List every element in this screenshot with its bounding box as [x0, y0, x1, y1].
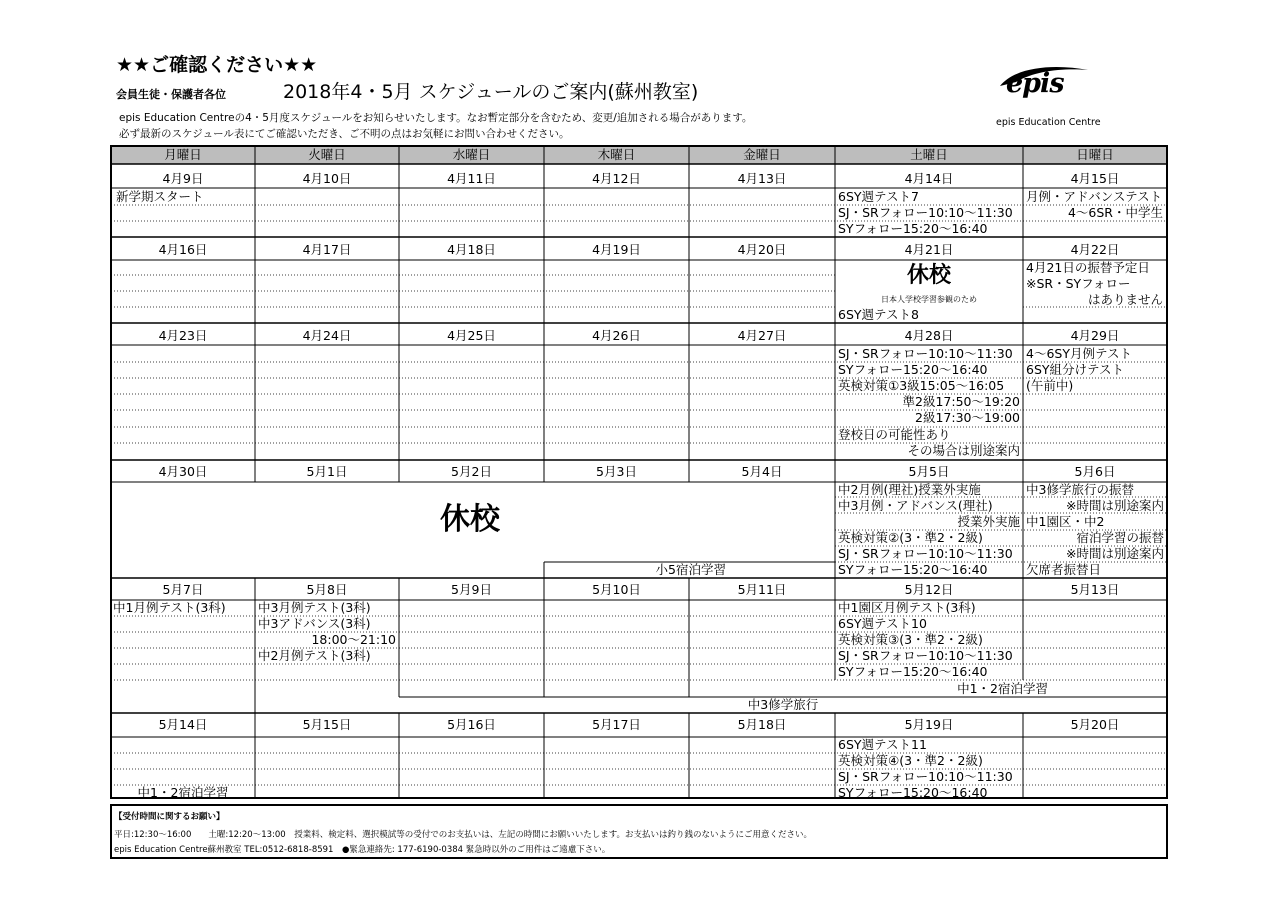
date-cell: 5月12日: [904, 582, 954, 597]
event: ※SR・SYフォロー: [1026, 276, 1131, 291]
date-cell: 4月23日: [158, 328, 208, 343]
event: 18:00〜21:10: [311, 632, 396, 647]
weekday-sun: 日曜日: [1076, 147, 1114, 162]
weekday-wed: 水曜日: [452, 147, 491, 162]
date-cell: 5月13日: [1070, 582, 1120, 597]
date-cell: 5月15日: [302, 717, 352, 732]
date-cell: 4月17日: [302, 242, 352, 257]
footer-heading: 【受付時間に関するお願い】: [114, 812, 225, 822]
event: 中3月例・アドバンス(理社): [838, 498, 993, 513]
date-cell: 4月11日: [447, 171, 496, 186]
event: 英検対策①3級15:05〜16:05: [838, 378, 1005, 393]
event: 月例・アドバンステスト: [1026, 189, 1163, 204]
date-cell: 4月22日: [1070, 242, 1120, 257]
event: SYフォロー15:20〜16:40: [838, 221, 988, 236]
footer-contact: epis Education Centre蘇州教室 TEL:0512-6818-8591 ●緊急連絡先: 177-6190-0384 緊急時以外のご用件はご遠慮下さい。: [114, 845, 611, 855]
event: SYフォロー15:20〜16:40: [838, 362, 988, 377]
date-cell: 5月14日: [158, 717, 208, 732]
event: 中1園区月例テスト(3科): [838, 600, 976, 615]
confirm-banner: ★★ご確認ください★★: [116, 54, 318, 76]
date-cell: 4月27日: [737, 328, 787, 343]
date-cell: 4月26日: [592, 328, 641, 343]
span-event: 中3修学旅行: [747, 697, 819, 712]
event: 登校日の可能性あり: [838, 427, 951, 442]
date-cell: 5月6日: [1074, 464, 1116, 479]
recipients: 会員生徒・保護者各位: [116, 88, 226, 101]
event: 6SY週テスト11: [838, 737, 927, 752]
date-cell: 5月5日: [908, 464, 950, 479]
event: SJ・SRフォロー10:10〜11:30: [838, 546, 1013, 561]
date-cell: 4月25日: [447, 328, 496, 343]
weekday-mon: 月曜日: [164, 147, 202, 162]
event: 中3月例テスト(3科): [258, 600, 371, 615]
weekday-sat: 土曜日: [910, 147, 948, 162]
date-cell: 5月9日: [451, 582, 492, 597]
event: その場合は別途案内: [907, 443, 1020, 458]
event: 中1・2宿泊学習: [137, 785, 229, 800]
date-cell: 4月29日: [1070, 328, 1120, 343]
date-cell: 5月3日: [596, 464, 637, 479]
date-cell: 5月16日: [447, 717, 496, 732]
date-cell: 5月7日: [162, 582, 204, 597]
date-cell: 5月2日: [451, 464, 492, 479]
weekday-tue: 火曜日: [308, 147, 346, 162]
date-cell: 5月17日: [592, 717, 641, 732]
date-cell: 4月21日: [904, 242, 954, 257]
closed-label: 休校: [906, 263, 951, 288]
date-cell: 5月19日: [904, 717, 954, 732]
event: ※時間は別途案内: [1066, 546, 1164, 561]
event: 2級17:30〜19:00: [915, 410, 1020, 425]
date-cell: 5月11日: [737, 582, 787, 597]
event: 6SY週テスト8: [838, 307, 919, 322]
event: SYフォロー15:20〜16:40: [838, 664, 988, 679]
logo-mark: epis: [1006, 68, 1064, 99]
date-cell: 4月18日: [447, 242, 496, 257]
date-cell: 5月10日: [592, 582, 641, 597]
span-event: 小5宿泊学習: [655, 562, 726, 577]
event: SJ・SRフォロー10:10〜11:30: [838, 769, 1013, 784]
event: 中1園区・中2: [1026, 514, 1105, 529]
event: (午前中): [1026, 378, 1074, 393]
event: 中3アドバンス(3科): [258, 616, 371, 631]
event: ※時間は別途案内: [1066, 498, 1164, 513]
event: 4月21日の振替予定日: [1026, 260, 1150, 275]
notice-line-1: epis Education Centreの4・5月度スケジュールをお知らせいたします。なお暫定部分を含むため、変更/追加される場合があります。: [119, 112, 753, 124]
date-cell: 4月14日: [904, 171, 954, 186]
event: 中2月例テスト(3科): [258, 648, 371, 663]
weekday-fri: 金曜日: [743, 147, 781, 162]
date-cell: 4月12日: [592, 171, 641, 186]
event: 準2級17:50〜19:20: [902, 394, 1020, 409]
date-cell: 4月9日: [162, 171, 204, 186]
date-cell: 5月4日: [741, 464, 783, 479]
date-cell: 4月30日: [158, 464, 208, 479]
date-cell: 4月19日: [592, 242, 641, 257]
event: 英検対策②(3・準2・2級): [838, 530, 983, 545]
date-cell: 4月10日: [302, 171, 352, 186]
date-cell: 5月18日: [737, 717, 787, 732]
event: 6SY組分けテスト: [1026, 362, 1125, 377]
footer-hours: 平日:12:30〜16:00 土曜:12:20〜13:00 授業料、検定料、選択模試等の受付でのお支払いは、左記の時間にお願いいたします。お支払いは釣り銭のないようにご用意ください。: [114, 830, 813, 840]
event: はありません: [1087, 292, 1163, 307]
event: 中2月例(理社)授業外実施: [838, 482, 981, 497]
date-cell: 5月8日: [306, 582, 348, 597]
event: SYフォロー15:20〜16:40: [838, 562, 988, 577]
date-cell: 4月13日: [737, 171, 787, 186]
event: 授業外実施: [957, 514, 1020, 529]
event: 4〜6SY月例テスト: [1026, 346, 1132, 361]
event: 英検対策④(3・準2・2級): [838, 753, 983, 768]
date-cell: 5月1日: [306, 464, 348, 479]
event: SYフォロー15:20〜16:40: [838, 785, 988, 800]
closed-reason: 日本人学校学習参観のため: [881, 295, 977, 304]
span-event: 中1・2宿泊学習: [957, 681, 1048, 696]
event: SJ・SRフォロー10:10〜11:30: [838, 346, 1013, 361]
event: 4〜6SR・中学生: [1067, 205, 1163, 220]
event: SJ・SRフォロー10:10〜11:30: [838, 648, 1013, 663]
date-cell: 5月20日: [1070, 717, 1120, 732]
date-cell: 4月16日: [158, 242, 208, 257]
event: 6SY週テスト7: [838, 189, 919, 204]
event: 宿泊学習の振替: [1076, 530, 1164, 545]
logo-name: epis Education Centre: [996, 117, 1101, 128]
date-cell: 4月20日: [737, 242, 787, 257]
date-cell: 4月15日: [1070, 171, 1120, 186]
event: 中3修学旅行の振替: [1026, 482, 1134, 497]
date-cell: 4月24日: [302, 328, 352, 343]
page-title: 2018年4・5月 スケジュールのご案内(蘇州教室): [283, 81, 699, 103]
event: 英検対策③(3・準2・2級): [838, 632, 983, 647]
event: SJ・SRフォロー10:10〜11:30: [838, 205, 1013, 220]
event: 新学期スタート: [116, 189, 204, 204]
event: 欠席者振替日: [1026, 562, 1102, 577]
event: 6SY週テスト10: [838, 616, 927, 631]
event: 中1月例テスト(3科): [113, 600, 226, 615]
date-cell: 4月28日: [904, 328, 954, 343]
closed-label: 休校: [440, 502, 500, 537]
weekday-thu: 木曜日: [597, 147, 636, 162]
notice-line-2: 必ず最新のスケジュール表にてご確認いただき、ご不明の点はお気軽にお問い合わせください。: [119, 128, 570, 140]
